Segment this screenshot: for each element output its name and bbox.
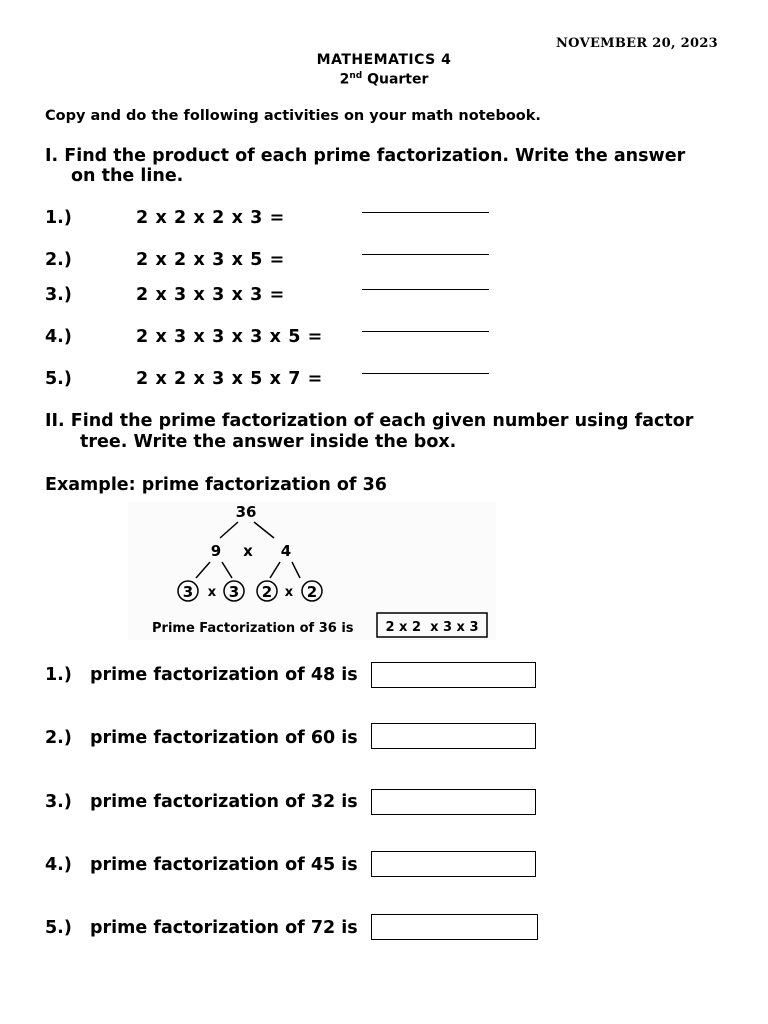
- tree-multiply-sign: x: [284, 585, 294, 600]
- branch-line: [222, 562, 232, 578]
- tree-caption: Prime Factorization of 36 is: [152, 621, 354, 636]
- answer-line[interactable]: [362, 254, 489, 255]
- part2-item-text: prime factorization of 60 is: [90, 728, 358, 748]
- part2-item-text: prime factorization of 45 is: [90, 855, 358, 875]
- part2-item-number: 3.): [45, 792, 72, 812]
- part2-heading-line1: II. Find the prime factorization of each given number using factor: [45, 411, 694, 431]
- part2-item-number: 5.): [45, 918, 72, 938]
- part2-item-number: 2.): [45, 728, 72, 748]
- part1-item-number: 1.): [45, 208, 72, 228]
- part2-item-text: prime factorization of 48 is: [90, 665, 358, 685]
- part2-item-text: prime factorization of 72 is: [90, 918, 358, 938]
- answer-box[interactable]: [371, 662, 536, 688]
- worksheet-title: MATHEMATICS 4: [316, 52, 452, 68]
- part1-item-expression: 2 x 2 x 3 x 5 x 7 =: [136, 369, 323, 389]
- branch-line: [292, 562, 300, 578]
- answer-box[interactable]: [371, 851, 536, 877]
- worksheet-quarter: [0, 71, 768, 88]
- part1-item-expression: 2 x 3 x 3 x 3 x 5 =: [136, 327, 323, 347]
- tree-leaf: 3: [228, 583, 240, 601]
- tree-leaf: 2: [261, 583, 273, 601]
- example-label: Example: prime factorization of 36: [45, 475, 387, 495]
- answer-line[interactable]: [362, 331, 489, 332]
- part1-item-number: 5.): [45, 369, 72, 389]
- answer-box[interactable]: [371, 914, 538, 940]
- tree-multiply-sign: x: [207, 585, 217, 600]
- part2-item-number: 4.): [45, 855, 72, 875]
- example-answer: 2 x 2 x 3 x 3: [385, 620, 479, 635]
- tree-leaf: 2: [306, 583, 318, 601]
- branch-line: [196, 562, 210, 578]
- part1-item-expression: 2 x 2 x 3 x 5 =: [136, 250, 285, 270]
- tree-leaf: 3: [182, 583, 194, 601]
- part1-item-number: 3.): [45, 285, 72, 305]
- answer-line[interactable]: [362, 289, 489, 290]
- answer-box[interactable]: [371, 723, 536, 749]
- tree-root: 36: [235, 503, 257, 521]
- quarter-ordinal: nd: [349, 71, 363, 81]
- worksheet-date: NOVEMBER 20, 2023: [556, 36, 719, 51]
- tree-multiply-sign: x: [243, 542, 253, 560]
- quarter-word: Quarter: [362, 71, 429, 88]
- part2-item-text: prime factorization of 32 is: [90, 792, 358, 812]
- branch-line: [270, 562, 280, 578]
- part1-item-number: 4.): [45, 327, 72, 347]
- answer-line[interactable]: [362, 212, 489, 213]
- part2-item-number: 1.): [45, 665, 72, 685]
- factor-tree-example: [128, 502, 496, 640]
- part1-heading-line2: on the line.: [71, 166, 184, 186]
- general-instruction: Copy and do the following activities on your math notebook.: [45, 108, 541, 124]
- answer-box[interactable]: [371, 789, 536, 815]
- quarter-number: 2: [339, 71, 350, 88]
- answer-line[interactable]: [362, 373, 489, 374]
- tree-left-factor: 9: [210, 542, 222, 560]
- part2-heading-line2: tree. Write the answer inside the box.: [80, 432, 457, 452]
- part1-item-number: 2.): [45, 250, 72, 270]
- factor-tree-diagram: [128, 502, 496, 640]
- branch-line: [220, 522, 238, 538]
- part1-item-expression: 2 x 3 x 3 x 3 =: [136, 285, 285, 305]
- part1-heading-line1: I. Find the product of each prime factorization. Write the answer: [45, 146, 686, 166]
- tree-right-factor: 4: [280, 542, 292, 560]
- part1-item-expression: 2 x 2 x 2 x 3 =: [136, 208, 285, 228]
- branch-line: [254, 522, 274, 538]
